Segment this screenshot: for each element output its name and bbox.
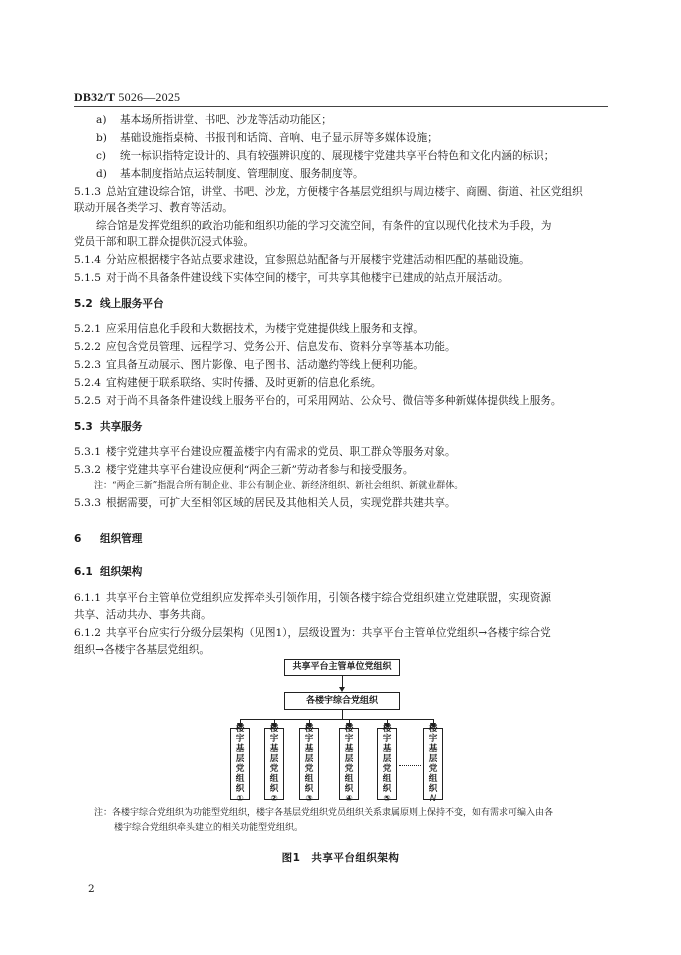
mid-org-box: 各楼宇综合党组织	[284, 692, 400, 710]
leaf-org-box: 楼 宇 基 层 党 组 织 ②	[264, 728, 284, 800]
list-item: d) 基本制度指站点运转制度、管理制度、服务制度等。	[96, 168, 364, 180]
leaf-org-box: 楼 宇 基 层 党 组 织 ③	[299, 728, 319, 800]
connector	[342, 710, 343, 719]
connector	[342, 676, 343, 687]
clause-5-2-4: 5.2.4 宜构建便于联系联络、实时传播、及时更新的信息化系统。	[74, 377, 382, 389]
section-heading-5-2: 5.2 线上服务平台	[74, 298, 164, 310]
clause-5-1-3: 5.1.3 总站宜建设综合馆，讲堂、书吧、沙龙，方便楼宇各基层党组织与周边楼宇、商圈、街道、社区党组织	[74, 186, 583, 198]
leaf-org-box: 楼 宇 基 层 党 组 织 ①	[230, 728, 250, 800]
page-number: 2	[88, 883, 95, 895]
section-heading-5-3: 5.3 共享服务	[74, 421, 143, 433]
leaf-org-box: 楼 宇 基 层 党 组 织 ④	[339, 728, 359, 800]
clause-5-3-3: 5.3.3 根据需要，可扩大至相邻区域的居民及其他相关人员，实现党群共建共享。	[74, 497, 456, 509]
clause-6-1-2: 6.1.2 共享平台应实行分级分层架构（见图1），层级设置为：共享平台主管单位党组织→各楼宇综合党	[74, 627, 551, 639]
branch-line	[240, 719, 433, 720]
note-two-enterprises: 注：“两企三新”指混合所有制企业、非公有制企业、新经济组织、新社会组织、新就业群体。	[94, 481, 464, 491]
chapter-heading-6: 6 组织管理	[74, 533, 143, 545]
clause-5-1-3-cont: 联动开展各类学习、教育等活动。	[74, 202, 233, 214]
list-item: b) 基础设施指桌椅、书报刊和话筒、音响、电子显示屏等多媒体设施；	[96, 132, 438, 144]
top-org-box: 共享平台主管单位党组织	[284, 659, 400, 676]
org-structure-diagram	[218, 655, 463, 807]
clause-5-3-1: 5.3.1 楼宇党建共享平台建设应覆盖楼宇内有需求的党员、职工群众等服务对象。	[74, 446, 456, 458]
clause-6-1-2-cont: 组织→各楼宇各基层党组织。	[74, 644, 211, 656]
clause-5-2-3: 5.2.3 宜具备互动展示、图片影像、电子图书、活动邀约等线上便利功能。	[74, 359, 424, 371]
standard-code: DB32/T	[74, 90, 116, 104]
clause-5-1-4: 5.1.4 分站应根据楼宇各站点要求建设，宜参照总站配备与开展楼宇党建活动相匹配的基础设施。	[74, 254, 530, 266]
list-item: c) 统一标识指特定设计的、具有较强辨识度的、展现楼宇党建共享平台特色和文化内涵的标识；	[96, 150, 555, 162]
clause-5-3-2: 5.3.2 楼宇党建共享平台建设应便利“两企三新”劳动者参与和接受服务。	[74, 464, 414, 476]
document-code	[74, 90, 180, 105]
header-rule	[74, 106, 608, 107]
clause-5-2-5: 5.2.5 对于尚不具备条件建设线上服务平台的，可采用网站、公众号、微信等多种新媒体提供线上服务。	[74, 395, 562, 407]
figure-note: 注：各楼宇综合党组织为功能型党组织，楼宇各基层党组织党员组织关系隶属原则上保持不变，如有需求可编入由各	[94, 808, 554, 818]
clause-5-2-1: 5.2.1 应采用信息化手段和大数据技术，为楼宇党建提供线上服务和支撑。	[74, 323, 424, 335]
clause-6-1-1: 6.1.1 共享平台主管单位党组织应发挥牵头引领作用，引领各楼宇综合党组织建立党建联盟，实现资源	[74, 592, 551, 604]
standard-year: 5026—2025	[118, 90, 181, 104]
figure-caption: 图1 共享平台组织架构	[281, 852, 400, 864]
clause-6-1-1-cont: 共享、活动共办、事务共商。	[74, 609, 212, 621]
list-item: a) 基本场所指讲堂、书吧、沙龙等活动功能区；	[96, 114, 332, 126]
leaf-org-box: 楼 宇 基 层 党 组 织 N	[423, 728, 443, 800]
figure-note-cont: 楼宇综合党组织牵头建立的相关功能型党组织。	[114, 823, 304, 833]
leaf-org-box: 楼 宇 基 层 党 组 织 ⑤	[377, 728, 397, 800]
clause-5-2-2: 5.2.2 应包含党员管理、远程学习、党务公开、信息发布、资料分享等基本功能。	[74, 341, 456, 353]
paragraph-cont: 党员干部和职工群众提供沉浸式体验。	[74, 236, 255, 248]
ellipsis-connector	[399, 765, 421, 766]
section-heading-6-1: 6.1 组织架构	[74, 566, 143, 578]
clause-5-1-5: 5.1.5 对于尚不具备条件建设线下实体空间的楼宇，可共享其他楼宇已建成的站点开展活动。	[74, 272, 509, 284]
paragraph: 综合馆是发挥党组织的政治功能和组织功能的学习交流空间，有条件的宜以现代化技术为手段，为	[96, 220, 552, 232]
